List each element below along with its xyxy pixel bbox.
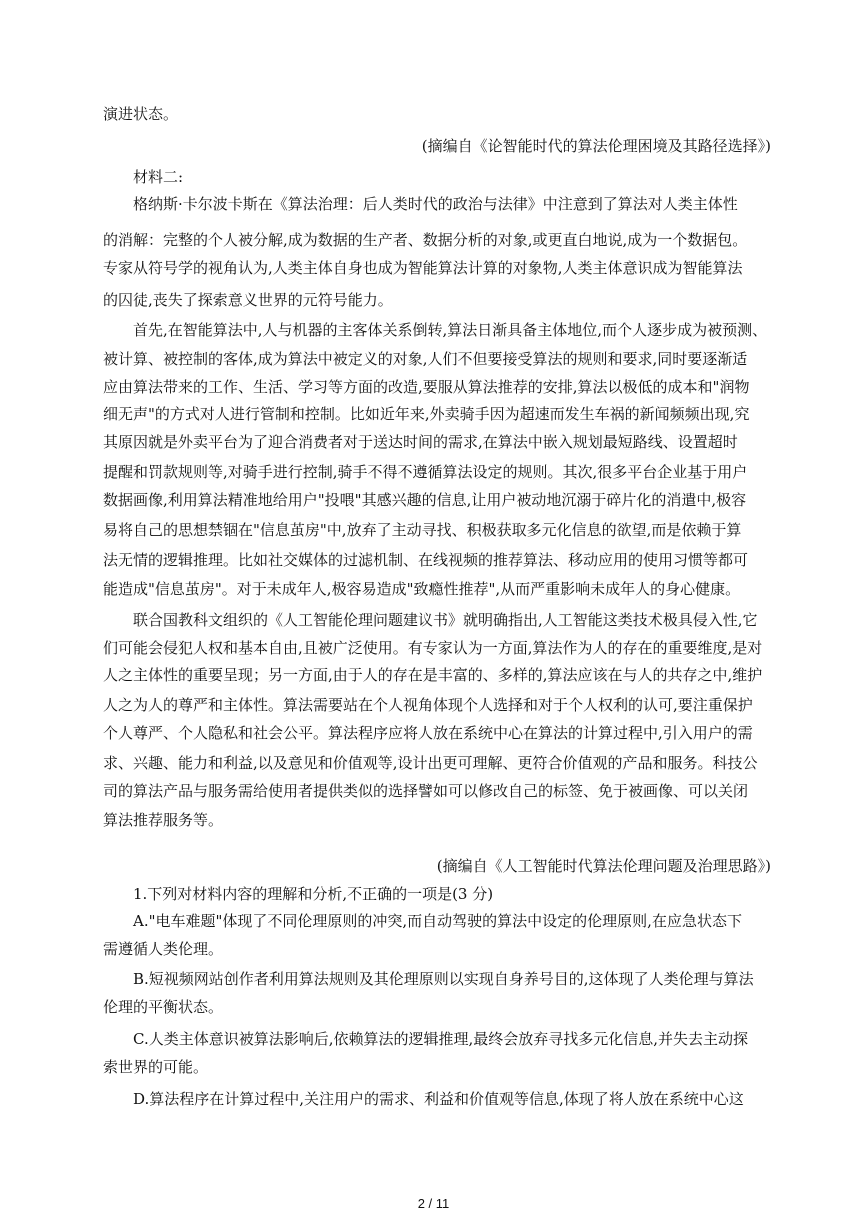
text-line: A."电车难题"体现了不同伦理原则的冲突,而自动驾驶的算法中设定的伦理原则,在应急状态下: [133, 912, 742, 930]
text-line: 材料二:: [133, 168, 184, 186]
text-line: 个人尊严、个人隐私和社会公平。算法程序应将人放在系统中心在算法的计算过程中,引入用户的需: [103, 724, 753, 742]
text-line: 易将自己的思想禁锢在"信息茧房"中,放弃了主动寻找、积极获取多元化信息的欲望,而是依赖于算: [103, 521, 742, 539]
text-line: 索世界的可能。: [103, 1058, 209, 1076]
text-line: 的消解：完整的个人被分解,成为数据的生产者、数据分析的对象,或更直白地说,成为一个数据包。: [103, 231, 748, 249]
text-line: 专家从符号学的视角认为,人类主体自身也成为智能算法计算的对象物,人类主体意识成为智能算法: [103, 259, 743, 277]
text-line: 的囚徒,丧失了探索意义世界的元符号能力。: [103, 291, 393, 309]
text-line: C.人类主体意识被算法影响后,依赖算法的逻辑推理,最终会放弃寻找多元化信息,并失去主动探: [133, 1030, 749, 1048]
text-line: (摘编自《论智能时代的算法伦理困境及其路径选择》): [421, 137, 771, 155]
page-number: 2 / 11: [417, 1196, 450, 1211]
text-line: 求、兴趣、能力和利益,以及意见和价值观等,设计出更可理解、更符合价值观的产品和服务。科技公: [103, 754, 758, 772]
text-line: 细无声"的方式对人进行管制和控制。比如近年来,外卖骑手因为超速而发生车祸的新闻频频出现,究: [103, 405, 750, 423]
text-line: D.算法程序在计算过程中,关注用户的需求、利益和价值观等信息,体现了将人放在系统中心这: [133, 1090, 744, 1108]
text-line: 演进状态。: [103, 105, 179, 123]
text-line: 能造成"信息茧房"。对于未成年人,极容易造成"致瘾性推荐",从而严重影响未成年人的身心健康。: [103, 580, 741, 598]
text-line: 司的算法产品与服务需给使用者提供类似的选择譬如可以修改自己的标签、免于被画像、可以关闭: [103, 782, 749, 800]
text-line: 法无情的逻辑推理。比如社交媒体的过滤机制、在线视频的推荐算法、移动应用的使用习惯等都可: [103, 551, 749, 569]
text-line: 伦理的平衡状态。: [103, 998, 224, 1016]
text-line: 联合国教科文组织的《人工智能伦理问题建议书》就明确指出,人工智能这类技术极具侵入性,它: [133, 611, 758, 629]
text-line: 首先,在智能算法中,人与机器的主客体关系倒转,算法日渐具备主体地位,而个人逐步成为被预测、: [133, 321, 768, 339]
text-line: 需遵循人类伦理。: [103, 940, 224, 958]
text-line: 们可能会侵犯人权和基本自由,且被广泛使用。有专家认为一方面,算法作为人的存在的重要维度,是对: [103, 639, 763, 657]
text-line: 提醒和罚款规则等,对骑手进行控制,骑手不得不遵循算法设定的规则。其次,很多平台企业基于用户: [103, 463, 748, 481]
text-line: 其原因就是外卖平台为了迎合消费者对于送达时间的需求,在算法中嵌入规划最短路线、设置超时: [103, 433, 738, 451]
text-line: 人之主体性的重要呈现；另一方面,由于人的存在是丰富的、多样的,算法应该在与人的共存之中,维护: [103, 666, 763, 684]
text-line: 算法推荐服务等。: [103, 811, 224, 829]
text-line: B.短视频网站创作者利用算法规则及其伦理原则以实现自身养号目的,这体现了人类伦理与算法: [133, 970, 754, 988]
text-line: 格纳斯·卡尔波卡斯在《算法治理：后人类时代的政治与法律》中注意到了算法对人类主体性: [133, 195, 738, 213]
text-line: 被计算、被控制的客体,成为算法中被定义的对象,人们不但要接受算法的规则和要求,同时要逐渐适: [103, 350, 748, 368]
text-line: 数据画像,利用算法精准地给用户"投喂"其感兴趣的信息,让用户被动地沉溺于碎片化的消遣中,极容: [103, 491, 747, 509]
text-line: (摘编自《人工智能时代算法伦理问题及治理思路》): [436, 857, 771, 875]
text-line: 1.下列对材料内容的理解和分析,不正确的一项是(3 分): [133, 885, 494, 903]
text-line: 应由算法带来的工作、生活、学习等方面的改造,要服从算法推荐的安排,算法以极低的成本和"润物: [103, 378, 750, 396]
text-line: 人之为人的尊严和主体性。算法需要站在个人视角体现个人选择和对于个人权利的认可,要注重保护: [103, 696, 753, 714]
